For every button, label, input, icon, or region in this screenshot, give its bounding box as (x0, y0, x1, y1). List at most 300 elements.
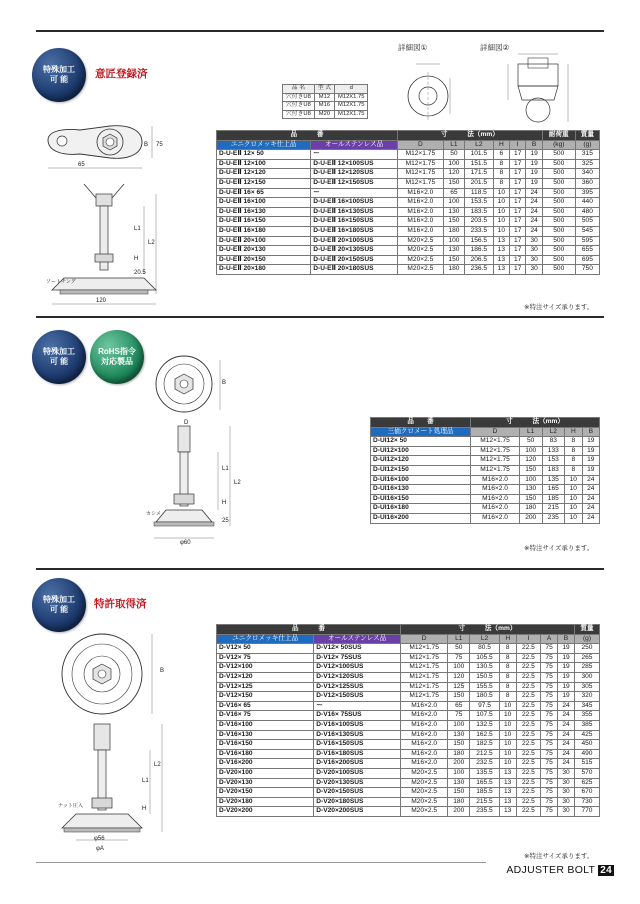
table-cell: 10 (499, 740, 516, 750)
table-cell: M12×1.75 (400, 692, 447, 702)
table-cell: 75 (541, 788, 558, 798)
table-cell: 19 (558, 653, 575, 663)
table-cell: M12×1.75 (471, 446, 520, 456)
table-cell: 75 (448, 653, 470, 663)
table-cell: 13 (499, 788, 516, 798)
table-cell: D-U-EⅡ 12×150 (217, 178, 311, 188)
table-cell: 50 (448, 644, 470, 654)
table-cell: 83 (542, 437, 565, 447)
pad-label-1: ソートチング (46, 279, 76, 285)
table-cell: M12×1.75 (471, 456, 520, 466)
table-cell: 385 (574, 720, 599, 730)
table-cell: D-V16×150SUS (314, 740, 401, 750)
table-cell: M12X1.75 (335, 93, 368, 102)
table-row (217, 207, 600, 217)
th-sunpo-2: 寸 法（mm） (471, 418, 600, 428)
table-cell: D-V16×180SUS (314, 749, 401, 759)
table-cell: 171.5 (465, 169, 494, 179)
table-cell: 120 (443, 169, 464, 179)
table-cell: 133 (542, 446, 565, 456)
table-cell: 24 (558, 740, 575, 750)
table-cell: D-V16×180 (217, 749, 314, 759)
table-cell: 101.5 (465, 150, 494, 160)
table-cell: 150 (519, 465, 542, 475)
table-cell: 30 (558, 768, 575, 778)
table-cell: 206.5 (465, 255, 494, 265)
special-processing-badge: 特殊加工 可 能 (32, 48, 86, 102)
th-l2-3: L2 (470, 634, 500, 644)
table-cell: 135.5 (470, 768, 500, 778)
dim-75-1: 75 (156, 142, 163, 148)
th-l2-1: L2 (465, 140, 494, 150)
table-cell: 345 (574, 701, 599, 711)
th-mass-unit-1: (g) (575, 140, 599, 150)
small-th-d: d (335, 85, 368, 94)
table-cell: 75 (448, 711, 470, 721)
table-cell: 10 (499, 730, 516, 740)
table-cell: 65 (448, 701, 470, 711)
table-cell: D-V20×150 (217, 788, 314, 798)
table-cell: 75 (541, 711, 558, 721)
table-row (283, 102, 368, 111)
detail-drawing-1 (398, 52, 468, 128)
dim-l1-1: L1 (134, 226, 141, 232)
th-load-unit-1: (kg) (542, 140, 575, 150)
table-cell: 180.5 (470, 692, 500, 702)
table-cell: 500 (542, 226, 575, 236)
table-row (217, 226, 600, 236)
table-cell: 100 (443, 198, 464, 208)
table-cell: 183 (542, 465, 565, 475)
table-cell: D-U-EⅡ 20×130SUS (311, 246, 398, 256)
table-cell: 13 (499, 768, 516, 778)
table-cell: 75 (541, 692, 558, 702)
table-cell: D-U-EⅡ 12×150SUS (311, 178, 398, 188)
table-cell: 22.5 (516, 740, 540, 750)
table-cell: 19 (526, 159, 542, 169)
table-cell: M20×2.5 (400, 778, 447, 788)
table-cell: 325 (575, 159, 599, 169)
table-cell: M16×2.0 (397, 207, 443, 217)
table-row (217, 178, 600, 188)
table-cell: 30 (526, 255, 542, 265)
table-cell: 24 (582, 513, 599, 523)
table-cell: D-V16×130 (217, 730, 314, 740)
th-plated-3: ユニクロメッキ仕上品 (217, 634, 314, 644)
table-row (217, 255, 600, 265)
table-cell: 19 (582, 437, 599, 447)
table-row (217, 682, 600, 692)
table-cell: 135 (542, 475, 565, 485)
table-cell: M16×2.0 (397, 226, 443, 236)
dim-25-2: 25 (222, 518, 229, 524)
table-cell: 285 (574, 663, 599, 673)
table-cell: D-U-EⅡ 16×100 (217, 198, 311, 208)
table-cell: 50 (443, 150, 464, 160)
table-cell: 100 (448, 720, 470, 730)
table-cell: 10 (499, 749, 516, 759)
table-cell: 450 (574, 740, 599, 750)
table-cell: 500 (542, 207, 575, 217)
table-cell: 180 (448, 749, 470, 759)
table-row (217, 169, 600, 179)
table-row (217, 701, 600, 711)
table-cell: 75 (541, 644, 558, 654)
table-cell: 236.5 (465, 265, 494, 275)
table-cell: 505 (575, 217, 599, 227)
table-cell: 17 (510, 236, 526, 246)
table-cell: M16×2.0 (397, 198, 443, 208)
table-cell: D-U-EⅡ 12×100SUS (311, 159, 398, 169)
table-cell: 24 (582, 504, 599, 514)
table-cell: 500 (542, 217, 575, 227)
table-row (217, 150, 600, 160)
spec-table-2 (370, 417, 600, 524)
table-cell: M12×1.75 (400, 653, 447, 663)
table-cell: 500 (542, 246, 575, 256)
table-cell: 22.5 (516, 644, 540, 654)
table-cell: 151.5 (465, 159, 494, 169)
table-cell: 8 (499, 644, 516, 654)
table-cell: M12×1.75 (400, 672, 447, 682)
dim-l1-2: L1 (222, 466, 229, 472)
table-cell: 30 (558, 797, 575, 807)
table-cell: 17 (510, 159, 526, 169)
table-cell: M16×2.0 (471, 494, 520, 504)
table-row (217, 653, 600, 663)
table-cell: D-U-EⅡ 16×100SUS (311, 198, 398, 208)
table-cell: 13 (499, 797, 516, 807)
table-cell: 320 (574, 692, 599, 702)
table-cell: 22.5 (516, 788, 540, 798)
table-cell: 19 (558, 644, 575, 654)
table-cell: 19 (582, 465, 599, 475)
table-cell: 10 (493, 207, 509, 217)
dim-120-1: 120 (96, 298, 107, 304)
table-cell: 75 (541, 749, 558, 759)
table-cell: D-V16× 75SUS (314, 711, 401, 721)
th-sunpo-1: 寸 法（mm） (397, 131, 542, 141)
table-cell: D-U-EⅡ 20×100 (217, 236, 311, 246)
table-cell: M16×2.0 (400, 740, 447, 750)
custom-size-note-2: ※特注サイズ承ります。 (524, 545, 594, 552)
table-cell: D-V12×120SUS (314, 672, 401, 682)
table-cell: 130 (519, 485, 542, 495)
table-cell: 235.5 (470, 807, 500, 817)
table-cell: 215.5 (470, 797, 500, 807)
table-cell: 24 (582, 475, 599, 485)
table-cell: D-V12×100 (217, 663, 314, 673)
table-row (217, 159, 600, 169)
table-cell: 24 (558, 711, 575, 721)
dim-l2-1: L2 (148, 240, 155, 246)
table-cell: 155.5 (470, 682, 500, 692)
table-cell: 8 (499, 672, 516, 682)
table-cell: 17 (510, 169, 526, 179)
table-cell: 10 (493, 198, 509, 208)
table-cell: D-U-EⅡ 20×150 (217, 255, 311, 265)
table-row (217, 759, 600, 769)
table-cell: M20×2.5 (400, 768, 447, 778)
table-cell: 24 (558, 701, 575, 711)
table-row (217, 265, 600, 275)
table-cell: 17 (510, 178, 526, 188)
table-cell: 24 (558, 720, 575, 730)
table-cell: 75 (541, 663, 558, 673)
th-load-1: 耐荷重 (542, 131, 575, 141)
table-cell: 118.5 (465, 188, 494, 198)
table-cell: D-UI16×130 (371, 485, 471, 495)
table-cell: 75 (541, 682, 558, 692)
dim-60-2: φ60 (180, 540, 191, 546)
table-cell: 132.5 (470, 720, 500, 730)
th-d-1: D (397, 140, 443, 150)
table-cell: 100 (443, 159, 464, 169)
table-cell: M12×1.75 (397, 150, 443, 160)
table-cell: D-U-EⅡ 16×180SUS (311, 226, 398, 236)
table-cell: D-U-EⅡ 20×180SUS (311, 265, 398, 275)
table-cell: 250 (574, 644, 599, 654)
table-cell: 22.5 (516, 778, 540, 788)
table-cell: 150.5 (470, 672, 500, 682)
table-cell: D-U-EⅡ 20×130 (217, 246, 311, 256)
table-cell: 150 (448, 740, 470, 750)
table-cell: M12 (314, 93, 334, 102)
table-cell: 150 (519, 494, 542, 504)
special-processing-badge-3: 特殊加工 可 能 (32, 578, 86, 632)
th-hinban-3: 品 番 (217, 625, 401, 635)
table-cell: 75 (541, 778, 558, 788)
table-cell: 150 (448, 692, 470, 702)
table-cell: 8 (499, 682, 516, 692)
table-row (371, 513, 600, 523)
table-row (371, 485, 600, 495)
table-cell: 10 (499, 759, 516, 769)
table-cell: D-UI16×200 (371, 513, 471, 523)
table-row (217, 198, 600, 208)
table-cell: 13 (493, 265, 509, 275)
th-plated-2: 三価クロメート処理品 (371, 427, 471, 437)
table-cell: D-U-EⅡ 16×180 (217, 226, 311, 236)
table-cell: D-U-EⅡ 20×100SUS (311, 236, 398, 246)
table-cell: 75 (541, 740, 558, 750)
table-cell: M20×2.5 (397, 236, 443, 246)
table-cell: 17 (510, 226, 526, 236)
th-stainless-1: オールステンレス品 (311, 140, 398, 150)
table-row (371, 494, 600, 504)
dim-205-1: 20.5 (134, 270, 146, 276)
table-cell: 80.5 (470, 644, 500, 654)
table-cell: 8 (499, 653, 516, 663)
table-cell: D-V20×180SUS (314, 797, 401, 807)
table-cell: D-V12×150 (217, 692, 314, 702)
table-cell: D-U-EⅡ 12×120SUS (311, 169, 398, 179)
table-cell: 130.5 (470, 663, 500, 673)
th-i-1: I (510, 140, 526, 150)
table-cell: 22.5 (516, 692, 540, 702)
table-cell: D-UI16×150 (371, 494, 471, 504)
table-cell: 19 (558, 663, 575, 673)
table-row (371, 446, 600, 456)
table-cell: 500 (542, 150, 575, 160)
table-cell: 180 (519, 504, 542, 514)
table-row (217, 663, 600, 673)
table-cell: 30 (558, 788, 575, 798)
table-cell: M16×2.0 (471, 513, 520, 523)
table-cell: D-UI12×120 (371, 456, 471, 466)
table-row (217, 797, 600, 807)
th-stainless-3: オールステンレス品 (314, 634, 401, 644)
table-cell: D-U-EⅡ 12×120 (217, 169, 311, 179)
table-cell: 22.5 (516, 682, 540, 692)
dim-l2-3: L2 (154, 762, 161, 768)
table-cell: 595 (575, 236, 599, 246)
table-cell: 215 (542, 504, 565, 514)
design-registered-label: 意匠登録済 (95, 68, 148, 80)
table-cell: D-V20×100 (217, 768, 314, 778)
table-cell: 8 (565, 437, 582, 447)
dim-b-2: B (222, 380, 227, 386)
table-cell: 185 (542, 494, 565, 504)
table-cell: 360 (575, 178, 599, 188)
table-cell: 480 (575, 207, 599, 217)
table-cell: 19 (558, 672, 575, 682)
table-cell: 203.5 (465, 217, 494, 227)
table-cell: M16 (314, 102, 334, 111)
table-cell: 30 (558, 778, 575, 788)
table-cell: 515 (574, 759, 599, 769)
table-cell: 10 (493, 226, 509, 236)
table-cell: 200 (448, 759, 470, 769)
table-cell: 156.5 (465, 236, 494, 246)
table-cell: 500 (542, 178, 575, 188)
table-cell: 75 (541, 672, 558, 682)
table-cell: 425 (574, 730, 599, 740)
table-cell: M12×1.75 (400, 663, 447, 673)
table-cell: 233.5 (465, 226, 494, 236)
table-cell: M16×2.0 (400, 730, 447, 740)
table-cell: 22.5 (516, 701, 540, 711)
dim-l1-3: L1 (142, 778, 149, 784)
table-cell: 120 (448, 672, 470, 682)
table-cell: 545 (575, 226, 599, 236)
table-cell: 75 (541, 720, 558, 730)
table-cell: 19 (526, 169, 542, 179)
table-cell: 10 (499, 701, 516, 711)
th-l1-1: L1 (443, 140, 464, 150)
table-cell: 30 (526, 246, 542, 256)
table-cell: 100 (448, 663, 470, 673)
table-cell: D-V20×180 (217, 797, 314, 807)
table-cell: D-UI12×150 (371, 465, 471, 475)
table-cell: 125 (448, 682, 470, 692)
table-cell: 180 (443, 265, 464, 275)
table-cell: 19 (526, 150, 542, 160)
th-mass-unit-3: (g) (574, 634, 599, 644)
table-cell: 22.5 (516, 672, 540, 682)
table-cell: M12×1.75 (400, 682, 447, 692)
footer-text: ADJUSTER BOLT (506, 864, 596, 876)
dim-h-2: H (222, 500, 227, 506)
table-cell: D-UI16×100 (371, 475, 471, 485)
table-cell: 30 (558, 807, 575, 817)
table-cell: M20×2.5 (400, 807, 447, 817)
table-cell: D-V12× 50 (217, 644, 314, 654)
table-cell: 105.5 (470, 653, 500, 663)
table-cell: 19 (582, 456, 599, 466)
table-row (217, 236, 600, 246)
table-cell: D-U-EⅡ 16×150SUS (311, 217, 398, 227)
table-cell: D-V12×120 (217, 672, 314, 682)
table-cell: 10 (565, 504, 582, 514)
table-cell: 75 (541, 807, 558, 817)
table-cell: 500 (542, 188, 575, 198)
th-mass-3: 質量 (574, 625, 599, 635)
th-h-2: H (565, 427, 582, 437)
table-cell: 19 (582, 446, 599, 456)
table-cell: 150 (443, 217, 464, 227)
special-processing-badge-2: 特殊加工 可 能 (32, 330, 86, 384)
table-row (217, 788, 600, 798)
table-cell: 17 (510, 188, 526, 198)
th-h-3: H (499, 634, 516, 644)
rohs-badge: RoHS指令 対応製品 (90, 330, 144, 384)
table-row (217, 749, 600, 759)
th-l1-2: L1 (519, 427, 542, 437)
table-cell: D-V16×200SUS (314, 759, 401, 769)
table-cell: 17 (510, 207, 526, 217)
table-cell: D-V20×130 (217, 778, 314, 788)
table-cell: D-V16×100 (217, 720, 314, 730)
table-cell: M16×2.0 (397, 188, 443, 198)
table-cell: 24 (582, 494, 599, 504)
table-row (217, 692, 600, 702)
table-cell: 8 (493, 169, 509, 179)
table-cell: M12×1.75 (471, 465, 520, 475)
table-cell: 13 (499, 807, 516, 817)
footer-rule (36, 862, 486, 863)
table-cell: 24 (558, 749, 575, 759)
table-cell: M16×2.0 (471, 504, 520, 514)
table-cell: D-U-EⅡ 20×150SUS (311, 255, 398, 265)
table-cell: 150 (448, 788, 470, 798)
table-cell: M16×2.0 (400, 720, 447, 730)
dim-h-1: H (134, 256, 139, 262)
table-row (217, 188, 600, 198)
table-cell: 500 (542, 169, 575, 179)
table-cell: 200 (519, 513, 542, 523)
table-cell: 100 (448, 768, 470, 778)
table-cell: D-V20×100SUS (314, 768, 401, 778)
table-row (283, 110, 368, 119)
table-cell: D-UI16×180 (371, 504, 471, 514)
table-cell: M20×2.5 (400, 797, 447, 807)
table-cell: 24 (582, 485, 599, 495)
table-cell: 100 (519, 475, 542, 485)
table-cell: 186.5 (465, 246, 494, 256)
table-cell: D-V20×150SUS (314, 788, 401, 798)
table-cell: 10 (499, 720, 516, 730)
dim-l2-2: L2 (234, 480, 241, 486)
table-cell: 500 (542, 159, 575, 169)
th-d-3: D (400, 634, 447, 644)
table-cell: M16×2.0 (400, 711, 447, 721)
table-cell: D-V16×130SUS (314, 730, 401, 740)
table-cell: M16×2.0 (471, 475, 520, 485)
adjuster-drawing-2 (140, 354, 250, 550)
table-cell: 10 (565, 494, 582, 504)
table-cell: M12×1.75 (397, 178, 443, 188)
